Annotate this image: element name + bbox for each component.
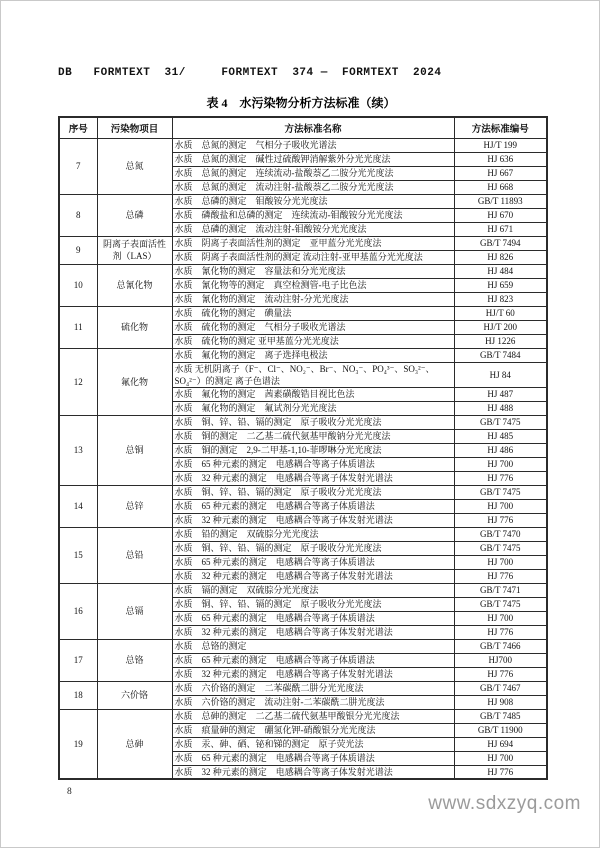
watermark: www.sdxzyq.com bbox=[428, 793, 581, 814]
document-header-line: DB FORMTEXT 31/ FORMTEXT 374 — FORMTEXT 2024 bbox=[58, 67, 442, 79]
serial-number-cell: 16 bbox=[59, 583, 97, 639]
method-name-cell: 水质 总氮的测定 流动注射-盐酸萘乙二胺分光光度法 bbox=[172, 180, 454, 194]
method-code-cell: HJ 486 bbox=[454, 443, 547, 457]
method-code-cell: HJ 776 bbox=[454, 569, 547, 583]
pollutant-cell: 总氰化物 bbox=[97, 264, 172, 306]
method-code-cell: GB/T 7475 bbox=[454, 485, 547, 499]
method-code-cell: GB/T 11893 bbox=[454, 194, 547, 208]
method-code-cell: HJ 671 bbox=[454, 222, 547, 236]
method-code-cell: HJ 776 bbox=[454, 513, 547, 527]
pollutant-cell: 总铬 bbox=[97, 639, 172, 681]
method-code-cell: HJ 700 bbox=[454, 555, 547, 569]
column-header: 污染物项目 bbox=[97, 117, 172, 138]
serial-number-cell: 17 bbox=[59, 639, 97, 681]
method-code-cell: HJ 484 bbox=[454, 264, 547, 278]
method-code-cell: HJ 670 bbox=[454, 208, 547, 222]
method-name-cell: 水质 铜、锌、铅、镉的测定 原子吸收分光光度法 bbox=[172, 541, 454, 555]
method-code-cell: HJ 667 bbox=[454, 166, 547, 180]
method-code-cell: GB/T 7467 bbox=[454, 681, 547, 695]
table-row bbox=[59, 264, 547, 278]
method-name-cell: 水质 六价铬的测定 流动注射-二苯碳酰二肼光度法 bbox=[172, 695, 454, 709]
method-code-cell: HJ 1226 bbox=[454, 334, 547, 348]
pollutant-cell: 六价铬 bbox=[97, 681, 172, 709]
method-code-cell: GB/T 7485 bbox=[454, 709, 547, 723]
method-code-cell: HJ 659 bbox=[454, 278, 547, 292]
table-body bbox=[59, 138, 547, 779]
serial-number-cell: 11 bbox=[59, 306, 97, 348]
method-code-cell: HJ 776 bbox=[454, 765, 547, 779]
serial-number-cell: 18 bbox=[59, 681, 97, 709]
table-row bbox=[59, 681, 547, 695]
method-name-cell: 水质 铜、锌、铅、镉的测定 原子吸收分光光度法 bbox=[172, 485, 454, 499]
method-name-cell: 水质 阴离子表面活性剂的测定 流动注射-亚甲基蓝分光光度法 bbox=[172, 250, 454, 264]
serial-number-cell: 9 bbox=[59, 236, 97, 264]
table-row bbox=[59, 639, 547, 653]
pollutant-cell: 总氮 bbox=[97, 138, 172, 194]
standards-table bbox=[58, 116, 548, 780]
method-name-cell: 水质 氟化物的测定 氟试剂分光光度法 bbox=[172, 401, 454, 415]
method-name-cell: 水质 阴离子表面活性剂的测定 亚甲蓝分光光度法 bbox=[172, 236, 454, 250]
table-row bbox=[59, 485, 547, 499]
serial-number-cell: 13 bbox=[59, 415, 97, 485]
method-name-cell: 水质 总砷的测定 二乙基二硫代氨基甲酸银分光光度法 bbox=[172, 709, 454, 723]
method-name-cell: 水质 氰化物的测定 容量法和分光光度法 bbox=[172, 264, 454, 278]
table-title: 表 4 水污染物分析方法标准（续） bbox=[206, 96, 396, 110]
method-code-cell: GB/T 7471 bbox=[454, 583, 547, 597]
method-code-cell: HJ 488 bbox=[454, 401, 547, 415]
method-code-cell: GB/T 7470 bbox=[454, 527, 547, 541]
method-name-cell: 水质 65 种元素的测定 电感耦合等离子体质谱法 bbox=[172, 555, 454, 569]
method-code-cell: HJ 826 bbox=[454, 250, 547, 264]
page-number: 8 bbox=[67, 787, 72, 797]
method-name-cell: 水质 无机阴离子（F⁻、Cl⁻、NO₂⁻、Br⁻、NO₃⁻、PO₄³⁻、SO₃²⁻、SO₄²⁻）的测定 离子色谱法 bbox=[172, 362, 454, 387]
method-name-cell: 水质 65 种元素的测定 电感耦合等离子体质谱法 bbox=[172, 653, 454, 667]
method-code-cell: HJ/T 199 bbox=[454, 138, 547, 152]
serial-number-cell: 12 bbox=[59, 348, 97, 415]
method-code-cell: HJ700 bbox=[454, 653, 547, 667]
method-name-cell: 水质 痕量砷的测定 硼氢化钾-硝酸银分光光度法 bbox=[172, 723, 454, 737]
method-name-cell: 水质 总铬的测定 bbox=[172, 639, 454, 653]
method-name-cell: 水质 65 种元素的测定 电感耦合等离子体质谱法 bbox=[172, 499, 454, 513]
table-header bbox=[59, 117, 547, 138]
serial-number-cell: 14 bbox=[59, 485, 97, 527]
table-row bbox=[59, 138, 547, 152]
method-name-cell: 水质 六价铬的测定 二苯碳酰二肼分光光度法 bbox=[172, 681, 454, 695]
serial-number-cell: 19 bbox=[59, 709, 97, 779]
pollutant-cell: 总砷 bbox=[97, 709, 172, 779]
method-name-cell: 水质 32 种元素的测定 电感耦合等离子体发射光谱法 bbox=[172, 625, 454, 639]
column-header: 序号 bbox=[59, 117, 97, 138]
pollutant-cell: 硫化物 bbox=[97, 306, 172, 348]
pollutant-cell: 阴离子表面活性剂（LAS） bbox=[97, 236, 172, 264]
method-code-cell: HJ/T 60 bbox=[454, 306, 547, 320]
table-header-row bbox=[59, 117, 547, 138]
method-code-cell: GB/T 7466 bbox=[454, 639, 547, 653]
method-code-cell: GB/T 7484 bbox=[454, 348, 547, 362]
table-row bbox=[59, 306, 547, 320]
column-header: 方法标准名称 bbox=[172, 117, 454, 138]
pollutant-cell: 氟化物 bbox=[97, 348, 172, 415]
method-name-cell: 水质 总磷的测定 钼酸铵分光光度法 bbox=[172, 194, 454, 208]
method-code-cell: HJ 700 bbox=[454, 457, 547, 471]
method-name-cell: 水质 铜的测定 二乙基二硫代氨基甲酸钠分光光度法 bbox=[172, 429, 454, 443]
table-row bbox=[59, 236, 547, 250]
method-name-cell: 水质 硫化物的测定 气相分子吸收光谱法 bbox=[172, 320, 454, 334]
method-name-cell: 水质 铜、锌、铅、镉的测定 原子吸收分光光度法 bbox=[172, 415, 454, 429]
method-code-cell: GB/T 7494 bbox=[454, 236, 547, 250]
pollutant-cell: 总铅 bbox=[97, 527, 172, 583]
method-code-cell: HJ 636 bbox=[454, 152, 547, 166]
method-name-cell: 水质 总氮的测定 连续流动-盐酸萘乙二胺分光光度法 bbox=[172, 166, 454, 180]
method-code-cell: HJ 908 bbox=[454, 695, 547, 709]
pollutant-cell: 总铜 bbox=[97, 415, 172, 485]
method-code-cell: HJ 694 bbox=[454, 737, 547, 751]
method-name-cell: 水质 氰化物等的测定 真空检测管-电子比色法 bbox=[172, 278, 454, 292]
method-name-cell: 水质 32 种元素的测定 电感耦合等离子体发射光谱法 bbox=[172, 513, 454, 527]
method-name-cell: 水质 32 种元素的测定 电感耦合等离子体发射光谱法 bbox=[172, 765, 454, 779]
method-code-cell: HJ 776 bbox=[454, 667, 547, 681]
method-name-cell: 水质 硫化物的测定 碘量法 bbox=[172, 306, 454, 320]
method-code-cell: GB/T 7475 bbox=[454, 597, 547, 611]
method-name-cell: 水质 氰化物的测定 流动注射-分光光度法 bbox=[172, 292, 454, 306]
method-code-cell: HJ 776 bbox=[454, 471, 547, 485]
method-code-cell: HJ 485 bbox=[454, 429, 547, 443]
method-code-cell: GB/T 7475 bbox=[454, 541, 547, 555]
method-name-cell: 水质 32 种元素的测定 电感耦合等离子体发射光谱法 bbox=[172, 667, 454, 681]
method-name-cell: 水质 汞、砷、硒、铋和锑的测定 原子荧光法 bbox=[172, 737, 454, 751]
method-name-cell: 水质 硫化物的测定 亚甲基蓝分光光度法 bbox=[172, 334, 454, 348]
serial-number-cell: 10 bbox=[59, 264, 97, 306]
serial-number-cell: 8 bbox=[59, 194, 97, 236]
method-name-cell: 水质 65 种元素的测定 电感耦合等离子体质谱法 bbox=[172, 751, 454, 765]
method-name-cell: 水质 65 种元素的测定 电感耦合等离子体质谱法 bbox=[172, 457, 454, 471]
method-name-cell: 水质 总氮的测定 碱性过硫酸钾消解紫外分光光度法 bbox=[172, 152, 454, 166]
method-code-cell: HJ 700 bbox=[454, 499, 547, 513]
method-name-cell: 水质 32 种元素的测定 电感耦合等离子体发射光谱法 bbox=[172, 471, 454, 485]
method-name-cell: 水质 铜、锌、铅、镉的测定 原子吸收分光光度法 bbox=[172, 597, 454, 611]
method-code-cell: HJ 776 bbox=[454, 625, 547, 639]
method-code-cell: HJ 823 bbox=[454, 292, 547, 306]
method-name-cell: 水质 铜的测定 2,9-二甲基-1,10-菲啰啉分光光度法 bbox=[172, 443, 454, 457]
method-name-cell: 水质 氟化物的测定 茜素磺酸锆目视比色法 bbox=[172, 387, 454, 401]
table-row bbox=[59, 348, 547, 362]
pollutant-cell: 总锌 bbox=[97, 485, 172, 527]
table-row bbox=[59, 583, 547, 597]
table-row bbox=[59, 709, 547, 723]
pollutant-cell: 总磷 bbox=[97, 194, 172, 236]
table-row bbox=[59, 415, 547, 429]
table-row bbox=[59, 527, 547, 541]
method-name-cell: 水质 铅的测定 双硫腙分光光度法 bbox=[172, 527, 454, 541]
method-name-cell: 水质 镉的测定 双硫腙分光光度法 bbox=[172, 583, 454, 597]
method-code-cell: GB/T 11900 bbox=[454, 723, 547, 737]
method-code-cell: GB/T 7475 bbox=[454, 415, 547, 429]
method-code-cell: HJ 700 bbox=[454, 751, 547, 765]
method-code-cell: HJ 700 bbox=[454, 611, 547, 625]
method-name-cell: 水质 32 种元素的测定 电感耦合等离子体发射光谱法 bbox=[172, 569, 454, 583]
method-name-cell: 水质 磷酸盐和总磷的测定 连续流动-钼酸铵分光光度法 bbox=[172, 208, 454, 222]
method-name-cell: 水质 总氮的测定 气相分子吸收光谱法 bbox=[172, 138, 454, 152]
column-header: 方法标准编号 bbox=[454, 117, 547, 138]
pollutant-cell: 总镉 bbox=[97, 583, 172, 639]
table-row bbox=[59, 194, 547, 208]
method-name-cell: 水质 65 种元素的测定 电感耦合等离子体质谱法 bbox=[172, 611, 454, 625]
method-code-cell: HJ/T 200 bbox=[454, 320, 547, 334]
method-code-cell: HJ 84 bbox=[454, 362, 547, 387]
method-code-cell: HJ 668 bbox=[454, 180, 547, 194]
method-name-cell: 水质 总磷的测定 流动注射-钼酸铵分光光度法 bbox=[172, 222, 454, 236]
method-code-cell: HJ 487 bbox=[454, 387, 547, 401]
method-name-cell: 水质 氟化物的测定 离子选择电极法 bbox=[172, 348, 454, 362]
serial-number-cell: 15 bbox=[59, 527, 97, 583]
serial-number-cell: 7 bbox=[59, 138, 97, 194]
